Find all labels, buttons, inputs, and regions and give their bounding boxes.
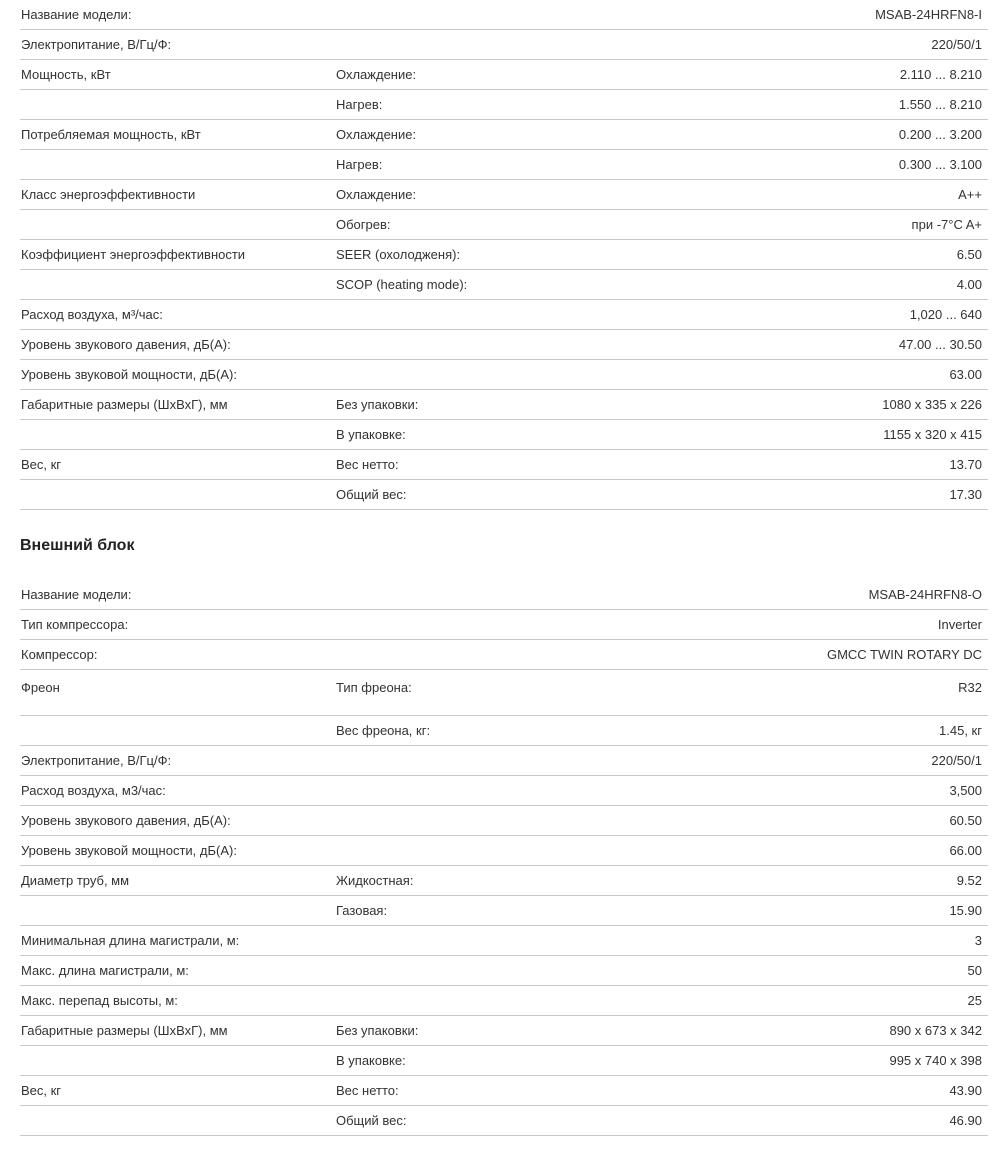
table-row bbox=[20, 30, 988, 60]
row-value: 3,500 bbox=[949, 783, 982, 798]
row-label: Вес, кг bbox=[21, 1083, 62, 1098]
row-sublabel: Вес нетто: bbox=[336, 1083, 399, 1098]
row-value: 1.45, кг bbox=[939, 723, 982, 738]
row-value: 1155 x 320 x 415 bbox=[883, 427, 982, 442]
row-label: Вес, кг bbox=[21, 457, 62, 472]
row-sublabel: Охлаждение: bbox=[336, 67, 417, 82]
row-sublabel: В упаковке: bbox=[336, 427, 406, 442]
row-value: R32 bbox=[958, 680, 982, 695]
table-row bbox=[20, 670, 988, 716]
row-sublabel: Без упаковки: bbox=[336, 1023, 419, 1038]
table-row bbox=[20, 390, 988, 420]
row-label: Диаметр труб, мм bbox=[21, 873, 130, 888]
row-sublabel: Газовая: bbox=[336, 903, 388, 918]
table-row bbox=[20, 806, 988, 836]
row-sublabel: Без упаковки: bbox=[336, 397, 419, 412]
table-row bbox=[20, 240, 988, 270]
table-row bbox=[20, 896, 988, 926]
row-sublabel: В упаковке: bbox=[336, 1053, 406, 1068]
row-value: 13.70 bbox=[949, 457, 982, 472]
table-row bbox=[20, 1046, 988, 1076]
row-value: 0.200 ... 3.200 bbox=[898, 127, 982, 142]
row-value: 220/50/1 bbox=[931, 753, 982, 768]
row-value: 3 bbox=[974, 933, 982, 948]
row-sublabel: Вес нетто: bbox=[336, 457, 399, 472]
table-row bbox=[20, 926, 988, 956]
table-row bbox=[20, 450, 988, 480]
row-value: A++ bbox=[958, 187, 982, 202]
row-label: Электропитание, В/Гц/Ф: bbox=[21, 37, 172, 52]
table-row bbox=[20, 956, 988, 986]
row-value: 2.110 ... 8.210 bbox=[899, 67, 982, 82]
table-row bbox=[20, 150, 988, 180]
row-sublabel: Вес фреона, кг: bbox=[336, 723, 431, 738]
row-label: Потребляемая мощность, кВт bbox=[21, 127, 201, 142]
row-sublabel: Обогрев: bbox=[336, 217, 391, 232]
table-row bbox=[20, 640, 988, 670]
table-row bbox=[20, 300, 988, 330]
row-label: Уровень звуковой мощности, дБ(А): bbox=[21, 367, 237, 382]
table-row bbox=[20, 1076, 988, 1106]
row-label: Коэффициент энергоэффективности bbox=[21, 247, 246, 262]
row-value: 6.50 bbox=[956, 247, 982, 262]
row-sublabel: Общий вес: bbox=[336, 487, 407, 502]
row-value: 43.90 bbox=[949, 1083, 982, 1098]
table-row bbox=[20, 60, 988, 90]
row-label: Минимальная длина магистрали, м: bbox=[21, 933, 240, 948]
row-value: 25 bbox=[967, 993, 982, 1008]
table-row bbox=[20, 776, 988, 806]
table-row bbox=[20, 610, 988, 640]
table-row bbox=[20, 330, 988, 360]
table-row bbox=[20, 746, 988, 776]
row-value: Inverter bbox=[937, 617, 982, 632]
table-row bbox=[20, 1106, 988, 1136]
row-label: Расход воздуха, м3/час: bbox=[21, 783, 166, 798]
row-value: 1.550 ... 8.210 bbox=[898, 97, 982, 112]
row-label: Расход воздуха, м³/час: bbox=[21, 307, 163, 322]
row-sublabel: Тип фреона: bbox=[336, 680, 412, 695]
table-row bbox=[20, 480, 988, 510]
table-row bbox=[20, 120, 988, 150]
row-value: 15.90 bbox=[949, 903, 982, 918]
table-row bbox=[20, 580, 988, 610]
row-sublabel: Общий вес: bbox=[336, 1113, 407, 1128]
row-value: MSAB-24HRFN8-I bbox=[875, 7, 982, 22]
row-label: Название модели: bbox=[21, 7, 132, 22]
row-value: 17.30 bbox=[949, 487, 982, 502]
row-label: Уровень звуковой мощности, дБ(А): bbox=[21, 843, 237, 858]
row-sublabel: SEER (охолодженя): bbox=[336, 247, 461, 262]
row-value: 47.00 ... 30.50 bbox=[898, 337, 982, 352]
row-value: 60.50 bbox=[949, 813, 982, 828]
table-row bbox=[20, 90, 988, 120]
table-row bbox=[20, 270, 988, 300]
row-sublabel: Охлаждение: bbox=[336, 187, 417, 202]
row-value: 9.52 bbox=[956, 873, 982, 888]
row-sublabel: Жидкостная: bbox=[336, 873, 414, 888]
row-label: Электропитание, В/Гц/Ф: bbox=[21, 753, 172, 768]
row-sublabel: Нагрев: bbox=[336, 157, 383, 172]
row-label: Макс. длина магистрали, м: bbox=[21, 963, 189, 978]
table-row bbox=[20, 716, 988, 746]
row-label: Тип компрессора: bbox=[21, 617, 129, 632]
table-row bbox=[20, 420, 988, 450]
row-label: Компрессор: bbox=[21, 647, 98, 662]
outdoor-spec-table bbox=[20, 580, 988, 1136]
row-label: Уровень звукового давения, дБ(А): bbox=[21, 337, 231, 352]
row-label: Габаритные размеры (ШхВхГ), мм bbox=[21, 397, 228, 412]
table-row bbox=[20, 986, 988, 1016]
table-row bbox=[20, 210, 988, 240]
table-row bbox=[20, 1016, 988, 1046]
row-value: 66.00 bbox=[949, 843, 982, 858]
row-label: Фреон bbox=[21, 680, 60, 695]
section-title-outdoor-unit: Внешний блок bbox=[20, 537, 135, 554]
row-value: 50 bbox=[967, 963, 982, 978]
row-sublabel: Нагрев: bbox=[336, 97, 383, 112]
table-row bbox=[20, 180, 988, 210]
row-label: Макс. перепад высоты, м: bbox=[21, 993, 178, 1008]
row-sublabel: Охлаждение: bbox=[336, 127, 417, 142]
row-sublabel: SCOP (heating mode): bbox=[336, 277, 468, 292]
row-value: 1080 x 335 x 226 bbox=[882, 397, 982, 412]
row-value: 890 x 673 x 342 bbox=[889, 1023, 982, 1038]
row-value: GMCC TWIN ROTARY DC bbox=[826, 647, 982, 662]
row-value: 220/50/1 bbox=[931, 37, 982, 52]
row-value: 0.300 ... 3.100 bbox=[898, 157, 982, 172]
row-label: Мощность, кВт bbox=[21, 67, 111, 82]
row-label: Уровень звукового давения, дБ(А): bbox=[21, 813, 231, 828]
row-label: Название модели: bbox=[21, 587, 132, 602]
row-value: 995 x 740 x 398 bbox=[889, 1053, 982, 1068]
row-value: 63.00 bbox=[949, 367, 982, 382]
table-row bbox=[20, 360, 988, 390]
row-value: 1,020 ... 640 bbox=[909, 307, 982, 322]
row-label: Габаритные размеры (ШхВхГ), мм bbox=[21, 1023, 228, 1038]
table-row bbox=[20, 836, 988, 866]
row-value: 4.00 bbox=[956, 277, 982, 292]
indoor-spec-table bbox=[20, 0, 988, 510]
table-row bbox=[20, 866, 988, 896]
row-value: при -7°C A+ bbox=[911, 217, 982, 232]
row-value: MSAB-24HRFN8-O bbox=[868, 587, 982, 602]
row-value: 46.90 bbox=[949, 1113, 982, 1128]
table-row bbox=[20, 0, 988, 30]
row-label: Класс энергоэффективности bbox=[21, 187, 196, 202]
